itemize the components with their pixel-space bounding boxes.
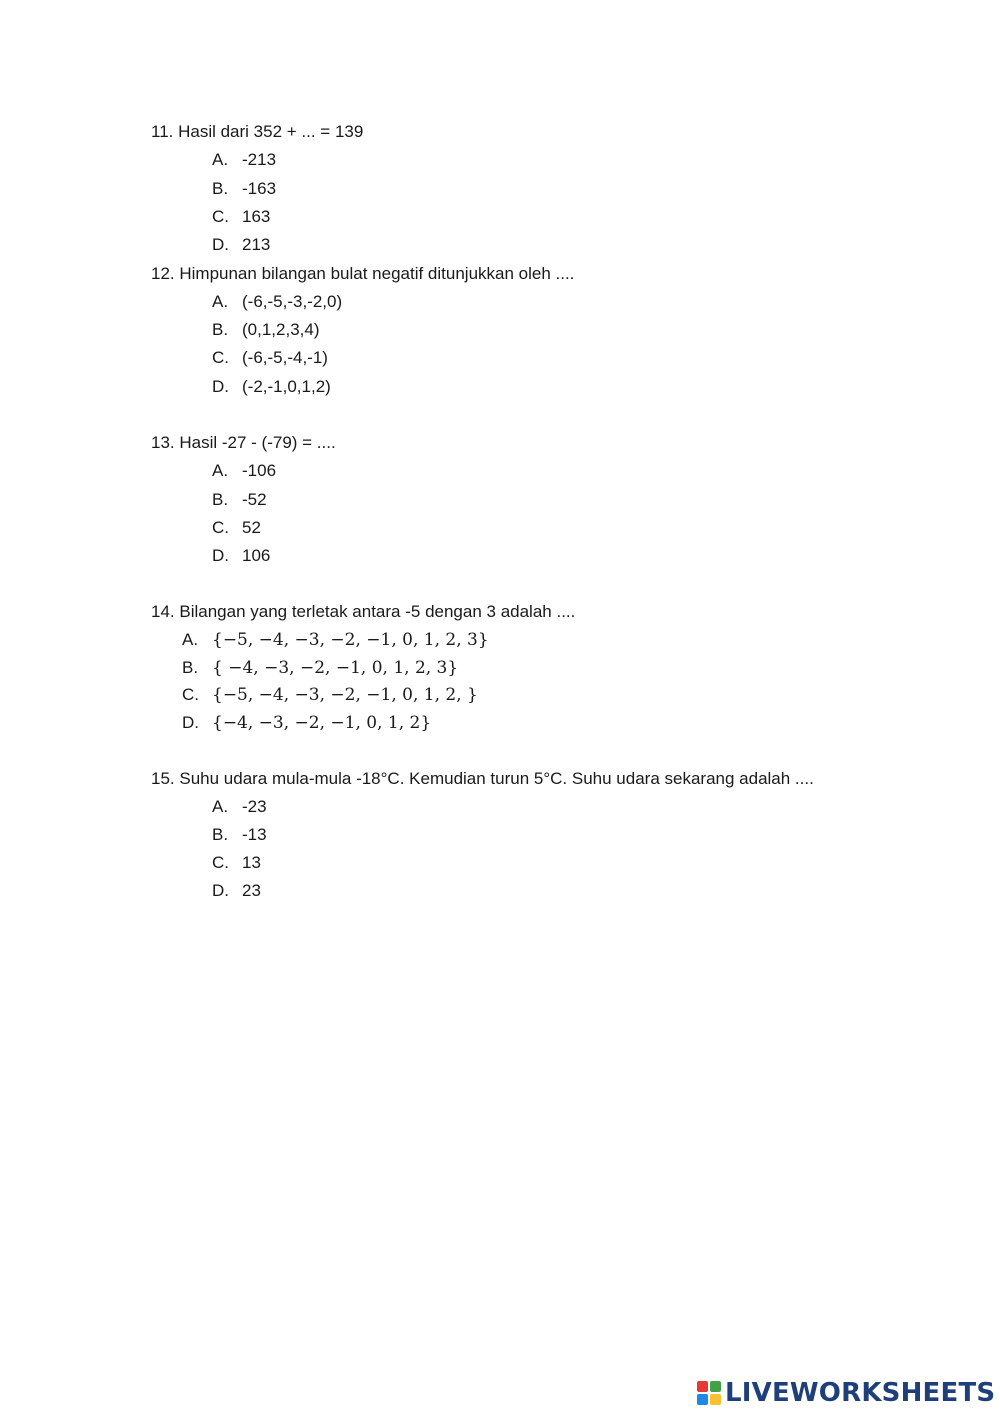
question-15-option-a[interactable]	[212, 797, 267, 817]
question-11-option-d[interactable]	[212, 235, 270, 255]
option-letter: D.	[212, 546, 229, 565]
question-14-text: 14. Bilangan yang terletak antara -5 dengan 3 adalah ....	[151, 602, 576, 621]
question-14-option-c[interactable]	[182, 685, 478, 705]
option-text: 106	[242, 546, 271, 565]
option-text: (0,1,2,3,4)	[242, 320, 320, 339]
option-math-text: { −4, −3, −2, −1, 0, 1, 2, 3}	[212, 658, 459, 678]
question-15-text: 15. Suhu udara mula-mula -18°C. Kemudian turun 5°C. Suhu udara sekarang adalah ....	[151, 769, 814, 788]
option-letter: C.	[182, 685, 199, 704]
question-11-option-a[interactable]	[212, 150, 276, 170]
option-text: -163	[242, 179, 277, 198]
question-12-option-d[interactable]	[212, 377, 331, 397]
option-letter: B.	[212, 320, 229, 339]
option-text: 52	[242, 518, 261, 537]
option-letter: A.	[212, 150, 229, 169]
question-13-option-c[interactable]	[212, 518, 261, 538]
question-15-option-c[interactable]	[212, 853, 261, 873]
liveworksheets-logo	[697, 1377, 995, 1409]
question-12-option-b[interactable]	[212, 320, 320, 340]
option-letter: C.	[212, 853, 229, 872]
option-letter: D.	[182, 713, 199, 732]
option-text: 23	[242, 881, 261, 900]
option-text: -23	[242, 797, 267, 816]
option-letter: A.	[212, 797, 229, 816]
option-text: -52	[242, 490, 267, 509]
logo-text: LIVEWORKSHEETS	[725, 1378, 996, 1408]
question-11-option-b[interactable]	[212, 179, 276, 199]
question-12-option-c[interactable]	[212, 348, 328, 368]
question-13-text: 13. Hasil -27 - (-79) = ....	[151, 433, 336, 452]
logo-block	[697, 1381, 708, 1392]
option-math-text: {−4, −3, −2, −1, 0, 1, 2}	[212, 713, 432, 733]
option-math-text: {−5, −4, −3, −2, −1, 0, 1, 2, }	[212, 685, 478, 705]
option-text: -13	[242, 825, 267, 844]
logo-block	[697, 1394, 708, 1405]
logo-blocks-icon	[697, 1381, 721, 1405]
option-letter: B.	[212, 825, 229, 844]
option-letter: C.	[212, 518, 229, 537]
option-letter: C.	[212, 348, 229, 367]
option-letter: D.	[212, 377, 229, 396]
option-letter: D.	[212, 235, 229, 254]
question-14-option-a[interactable]	[182, 630, 489, 650]
question-12-text: 12. Himpunan bilangan bulat negatif ditunjukkan oleh ....	[151, 264, 575, 283]
question-15-option-b[interactable]	[212, 825, 267, 845]
option-letter: D.	[212, 881, 229, 900]
option-text: (-6,-5,-3,-2,0)	[242, 292, 343, 311]
option-letter: A.	[212, 461, 229, 480]
option-letter: B.	[212, 179, 229, 198]
question-14-option-b[interactable]	[182, 658, 458, 678]
question-13-option-d[interactable]	[212, 546, 270, 566]
logo-block	[710, 1394, 721, 1405]
option-math-text: {−5, −4, −3, −2, −1, 0, 1, 2, 3}	[212, 630, 489, 650]
option-text: -213	[242, 150, 277, 169]
question-15-option-d[interactable]	[212, 881, 261, 901]
question-11-option-c[interactable]	[212, 207, 270, 227]
option-letter: B.	[212, 490, 229, 509]
question-12-option-a[interactable]	[212, 292, 342, 312]
question-11-text: 11. Hasil dari 352 + ... = 139	[151, 122, 364, 141]
logo-block	[710, 1381, 721, 1392]
option-text: 13	[242, 853, 261, 872]
option-letter: A.	[182, 630, 199, 649]
option-text: 213	[242, 235, 271, 254]
question-14-option-d[interactable]	[182, 713, 431, 733]
option-text: 163	[242, 207, 271, 226]
option-letter: B.	[182, 658, 199, 677]
question-13-option-b[interactable]	[212, 490, 267, 510]
option-letter: C.	[212, 207, 229, 226]
option-text: (-2,-1,0,1,2)	[242, 377, 331, 396]
question-13-option-a[interactable]	[212, 461, 276, 481]
option-text: -106	[242, 461, 277, 480]
option-text: (-6,-5,-4,-1)	[242, 348, 328, 367]
option-letter: A.	[212, 292, 229, 311]
